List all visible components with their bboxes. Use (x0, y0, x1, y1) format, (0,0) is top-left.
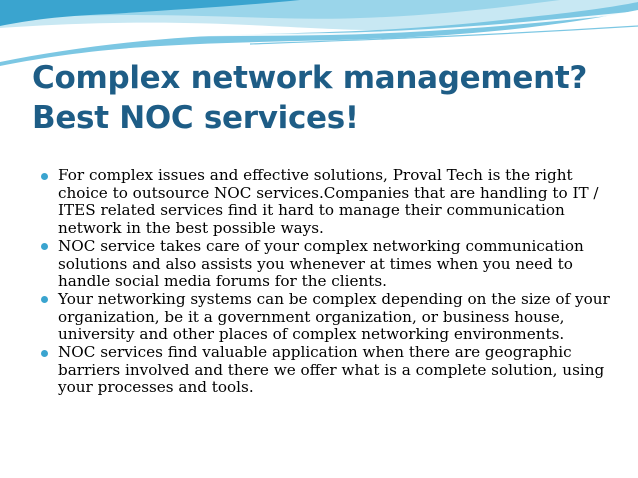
slide-title (32, 58, 622, 138)
bullet-item-complex-systems (40, 291, 620, 344)
bullet-text: For complex issues and effective solutions, Proval Tech is the right choice to outsource NOC services.Companies that are handling to IT / ITES related services find it hard to manage their communication network in the best possible ways. (58, 166, 599, 238)
bullet-text: Your networking systems can be complex depending on the size of your organization, be it a government organization, or business house, university and other places of complex networking environments. (58, 289, 610, 344)
slide-title-line-1: Complex network management? (32, 60, 588, 96)
bullet-item-geographic-barriers (40, 344, 620, 397)
bullet-item-service-care (40, 238, 620, 291)
bullet-dot-icon (41, 296, 48, 303)
bullet-text: NOC services find valuable application when there are geographic barriers involved and there we offer what is a complete solution, using your processes and tools. (58, 343, 605, 397)
bullet-dot-icon (41, 243, 48, 250)
bullet-item-outsourcing (40, 167, 620, 238)
bullet-text: NOC service takes care of your complex networking communication solutions and also assists you whenever at times when you need to handle social media forums for the clients. (58, 236, 584, 291)
bullet-dot-icon (41, 173, 48, 180)
slide-title-line-2: Best NOC services! (32, 100, 359, 136)
bullet-list (40, 167, 620, 397)
bullet-dot-icon (41, 350, 48, 357)
